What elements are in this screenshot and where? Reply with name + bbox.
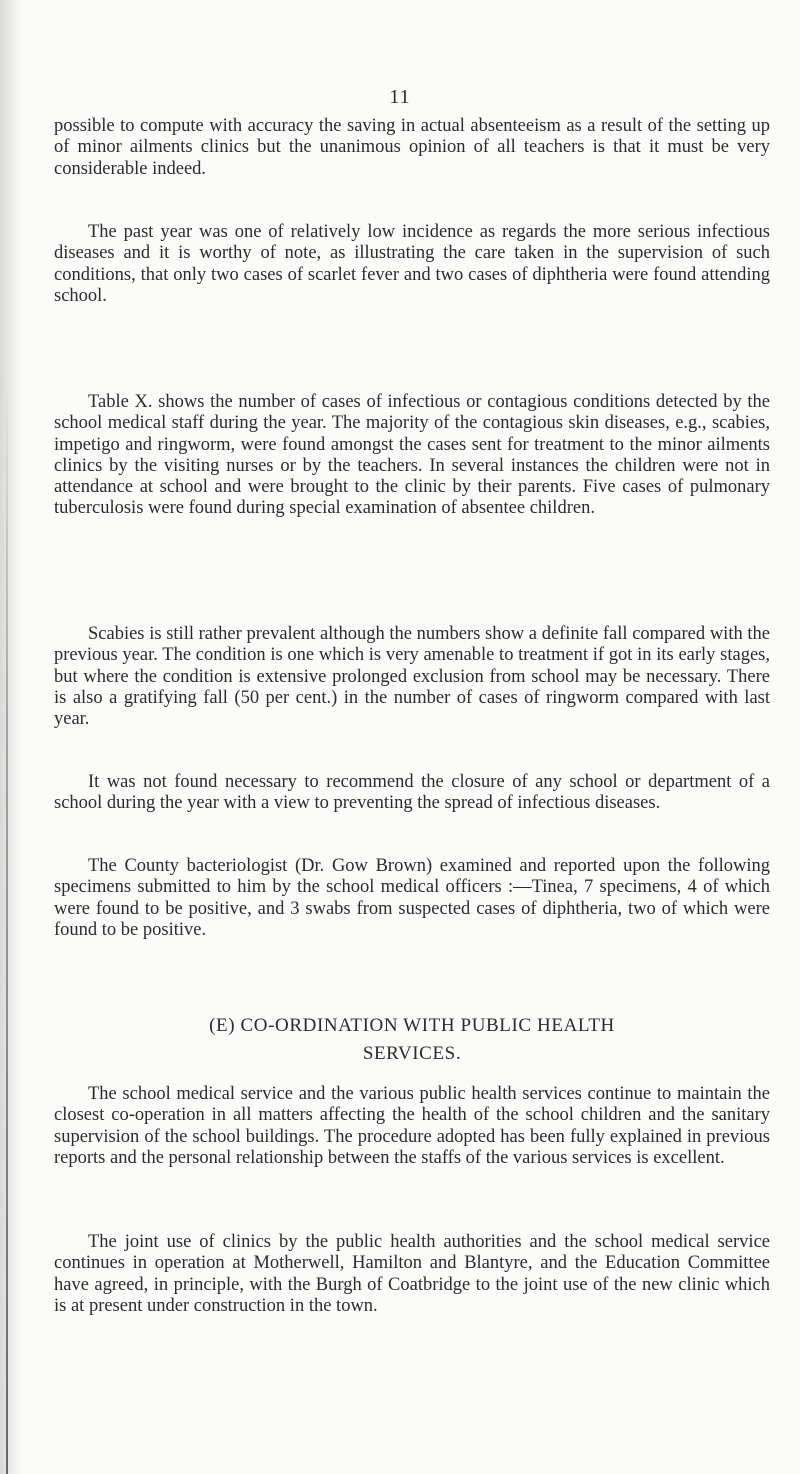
page-number: 11 [389,86,411,108]
paragraph-infectious-incidence: The past year was one of relatively low incidence as regards the more serious infectious diseases and it is worthy of note, as illustrating the care taken in the supervision of such conditions, that only two cases of scarlet fever and two cases of diphtheria were found attending school. [54,222,770,306]
binding-edge-line [6,380,8,1474]
paragraph-bacteriologist: The County bacteriologist (Dr. Gow Brown) examined and reported upon the following specimens submitted to him by the school medical officers :—Tinea, 7 specimens, 4 of which were found to be positive, and 3 swabs from suspected cases of diphtheria, two of which were found to be positive. [54,856,770,940]
section-heading-line-1: (E) CO-ORDINATION WITH PUBLIC HEALTH [209,1015,615,1036]
paragraph-joint-clinics: The joint use of clinics by the public health authorities and the school medical service continues in operation at Motherwell, Hamilton and Blantyre, and the Education Committee have agreed, in principle, with the Burgh of Coatbridge to the joint use of the new clinic which is at present under construction in the town. [54,1232,770,1316]
paragraph-school-closure: It was not found necessary to recommend the closure of any school or department of a school during the year with a view to preventing the spread of infectious diseases. [54,772,770,814]
section-heading [54,1012,770,1068]
paragraph-scabies: Scabies is still rather prevalent although the numbers show a definite fall compared with the previous year. The condition is one which is very amenable to treatment if got in its early stages, but where the condition is extensive prolonged exclusion from school may be necessary. There is also a gratifying fall (50 per cent.) in the number of cases of ringworm compared with last year. [54,624,770,730]
binding-shadow [0,0,22,1474]
paragraph-coordination: The school medical service and the various public health services continue to maintain the closest co-operation in all matters affecting the health of the school children and the sanitary supervision of the school buildings. The procedure adopted has been fully explained in previous reports and the personal relationship between the staffs of the various services is excellent. [54,1084,770,1168]
paragraph-table-x: Table X. shows the number of cases of infectious or contagious conditions detected by the school medical staff during the year. The majority of the contagious skin diseases, e.g., scabies, impetigo and ringworm, were found amongst the cases sent for treatment to the minor ailments clinics by the visiting nurses or by the teachers. In several instances the children were not in attendance at school and were brought to the clinic by their parents. Five cases of pulmonary tuberculosis were found during special examination of absentee children. [54,392,770,519]
section-heading-line-2: SERVICES. [362,1043,462,1064]
paragraph-absenteeism: possible to compute with accuracy the saving in actual absenteeism as a result of the setting up of minor ailments clinics but the unanimous opinion of all teachers is that it must be very considerable indeed. [54,116,770,179]
